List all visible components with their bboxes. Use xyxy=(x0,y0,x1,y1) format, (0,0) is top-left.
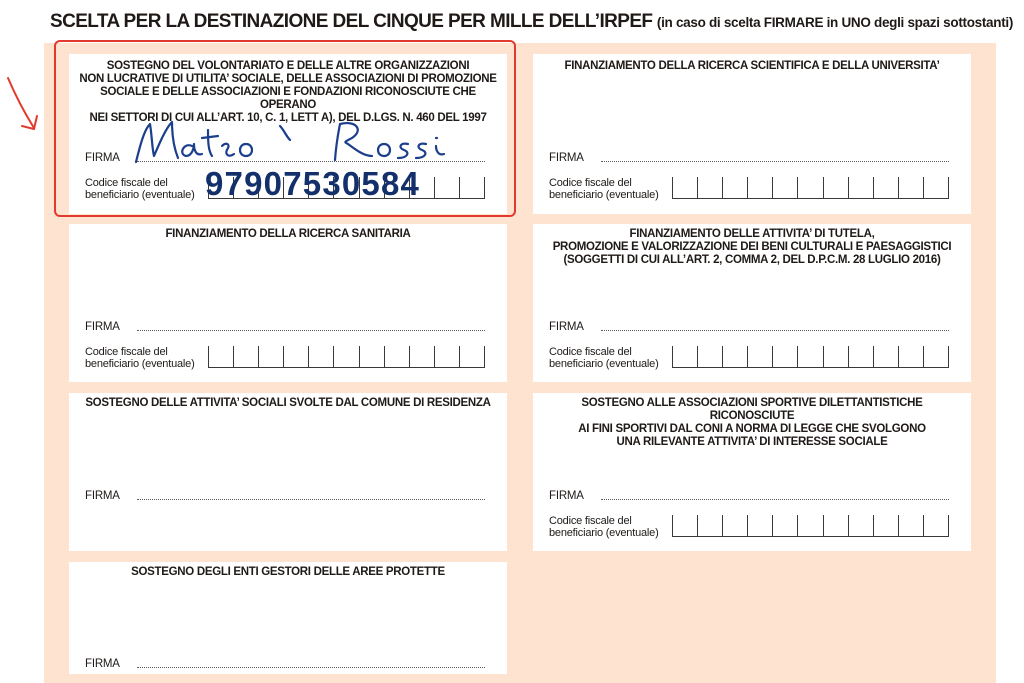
cf-cell xyxy=(772,515,797,537)
cf-cell xyxy=(772,346,797,368)
cf-cell xyxy=(333,346,358,368)
box-comune-residenza xyxy=(69,393,507,551)
cf-cells xyxy=(672,515,949,537)
cf-cell xyxy=(434,346,459,368)
heading-line: FINANZIAMENTO DELLA RICERCA SCIENTIFICA E DELLA UNIVERSITA’ xyxy=(564,60,940,72)
firma-line xyxy=(137,667,485,668)
box-ricerca-scientifica xyxy=(533,54,971,214)
firma-label: FIRMA xyxy=(549,490,584,502)
cf-cell xyxy=(873,177,898,199)
heading-line: SOCIALE E DELLE ASSOCIAZIONI E FONDAZIONI RICONOSCIUTE CHE OPERANO xyxy=(100,86,476,111)
box-heading xyxy=(539,60,965,73)
cf-cell xyxy=(258,346,283,368)
highlight-box xyxy=(54,40,516,217)
cf-label-line: Codice fiscale del xyxy=(85,177,168,189)
cf-cell xyxy=(697,346,722,368)
cf-cells xyxy=(672,177,949,199)
box-heading xyxy=(75,566,501,579)
cf-cell xyxy=(848,515,873,537)
cf-label-line: Codice fiscale del xyxy=(549,515,632,527)
heading-line: SOSTEGNO DELLE ATTIVITA’ SOCIALI SVOLTE DAL COMUNE DI RESIDENZA xyxy=(85,397,491,409)
firma-line xyxy=(601,499,949,500)
firma-label: FIRMA xyxy=(85,152,120,164)
cf-cell xyxy=(409,346,434,368)
cf-cell xyxy=(923,177,949,199)
codice-fiscale-field[interactable] xyxy=(549,511,949,541)
firma-label: FIRMA xyxy=(85,321,120,333)
cf-cells xyxy=(208,346,485,368)
codice-fiscale-field[interactable] xyxy=(549,173,949,203)
firma-field[interactable] xyxy=(85,486,485,502)
cf-cell xyxy=(898,177,923,199)
cf-cell xyxy=(898,346,923,368)
box-beni-culturali xyxy=(533,224,971,382)
firma-label: FIRMA xyxy=(549,321,584,333)
cf-cell xyxy=(848,177,873,199)
cf-cell xyxy=(722,177,747,199)
cf-cell xyxy=(772,177,797,199)
cf-cell xyxy=(823,177,848,199)
box-aree-protette xyxy=(69,562,507,674)
firma-line xyxy=(601,330,949,331)
cf-cell xyxy=(672,177,697,199)
codice-fiscale-field[interactable] xyxy=(549,342,949,372)
cf-cell xyxy=(823,515,848,537)
heading-line: AI FINI SPORTIVI DAL CONI A NORMA DI LEGGE CHE SVOLGONO xyxy=(578,423,926,435)
heading-line: SOSTEGNO DEL VOLONTARIATO E DELLE ALTRE ORGANIZZAZIONI xyxy=(106,60,470,72)
firma-field[interactable] xyxy=(549,317,949,333)
cf-cell xyxy=(359,346,384,368)
heading-line: (SOGGETTI DI CUI ALL’ART. 2, COMMA 2, DEL D.P.C.M. 28 LUGLIO 2016) xyxy=(563,254,941,266)
cf-label-line: beneficiario (eventuale) xyxy=(85,189,195,201)
box-heading xyxy=(539,397,965,449)
cf-label xyxy=(85,346,195,370)
cf-label xyxy=(549,177,659,201)
hand-drawn-arrow-icon xyxy=(4,72,44,136)
cf-cell xyxy=(848,346,873,368)
cf-cell xyxy=(283,346,308,368)
cf-cell xyxy=(797,515,822,537)
title-note: (in caso di scelta FIRMARE in UNO degli spazi sottostanti) xyxy=(656,15,1014,30)
cf-cell xyxy=(697,177,722,199)
heading-line: SOSTEGNO DEGLI ENTI GESTORI DELLE AREE PROTETTE xyxy=(131,566,445,578)
cf-cells xyxy=(672,346,949,368)
cf-label xyxy=(549,346,659,370)
firma-label: FIRMA xyxy=(549,152,584,164)
codice-fiscale-field[interactable] xyxy=(85,342,485,372)
cf-cell xyxy=(747,177,772,199)
firma-field[interactable] xyxy=(549,486,949,502)
cf-label xyxy=(549,515,659,539)
cf-cell xyxy=(697,515,722,537)
title-main: SCELTA PER LA DESTINAZIONE DEL CINQUE PER MILLE DELL’IRPEF xyxy=(50,11,653,32)
cf-label-line: beneficiario (eventuale) xyxy=(85,358,195,370)
cf-label-line: beneficiario (eventuale) xyxy=(549,358,659,370)
page-title xyxy=(50,11,1014,33)
cf-cell xyxy=(823,346,848,368)
box-heading xyxy=(75,228,501,241)
heading-line: PROMOZIONE E VALORIZZAZIONE DEI BENI CULTURALI E PAESAGGISTICI xyxy=(552,241,952,253)
cf-cell xyxy=(873,346,898,368)
heading-line: SOSTEGNO ALLE ASSOCIAZIONI SPORTIVE DILETTANTISTICHE RICONOSCIUTE xyxy=(581,397,923,422)
firma-label: FIRMA xyxy=(85,490,120,502)
heading-line: FINANZIAMENTO DELLE ATTIVITA’ DI TUTELA, xyxy=(629,228,875,240)
cf-label-line: Codice fiscale del xyxy=(85,346,168,358)
box-associazioni-sportive xyxy=(533,393,971,551)
cf-cell xyxy=(797,177,822,199)
firma-line xyxy=(137,330,485,331)
cf-cell xyxy=(308,346,333,368)
cf-cell xyxy=(672,346,697,368)
firma-label: FIRMA xyxy=(85,658,120,670)
firma-field[interactable] xyxy=(549,148,949,164)
heading-line: FINANZIAMENTO DELLA RICERCA SANITARIA xyxy=(165,228,411,240)
cf-cell xyxy=(384,346,409,368)
cf-cell xyxy=(233,346,258,368)
cf-cell xyxy=(873,515,898,537)
box-heading xyxy=(75,397,501,410)
box-ricerca-sanitaria xyxy=(69,224,507,382)
firma-line xyxy=(137,499,485,500)
cf-label-line: beneficiario (eventuale) xyxy=(549,527,659,539)
cf-cell xyxy=(722,515,747,537)
box-heading xyxy=(539,228,965,267)
cf-cell xyxy=(208,346,233,368)
cf-cell xyxy=(459,346,485,368)
cf-label-line: Codice fiscale del xyxy=(549,346,632,358)
cf-cell xyxy=(797,346,822,368)
heading-line: UNA RILEVANTE ATTIVITA’ DI INTERESSE SOCIALE xyxy=(616,436,888,448)
heading-line: NEI SETTORI DI CUI ALL’ART. 10, C. 1, LETT A), DEL D.LGS. N. 460 DEL 1997 xyxy=(89,112,487,124)
cf-cell xyxy=(923,346,949,368)
cf-cell xyxy=(747,346,772,368)
cf-cell xyxy=(747,515,772,537)
cf-label-line: Codice fiscale del xyxy=(549,177,632,189)
cf-cell xyxy=(722,346,747,368)
firma-field[interactable] xyxy=(85,654,485,670)
firma-field[interactable] xyxy=(85,317,485,333)
cf-cell xyxy=(923,515,949,537)
cf-cell xyxy=(672,515,697,537)
codice-fiscale-value: 97907530584 xyxy=(205,165,421,202)
firma-line xyxy=(601,161,949,162)
cf-cell xyxy=(898,515,923,537)
cf-label-line: beneficiario (eventuale) xyxy=(549,189,659,201)
heading-line: NON LUCRATIVE DI UTILITA’ SOCIALE, DELLE ASSOCIAZIONI DI PROMOZIONE xyxy=(79,73,497,85)
